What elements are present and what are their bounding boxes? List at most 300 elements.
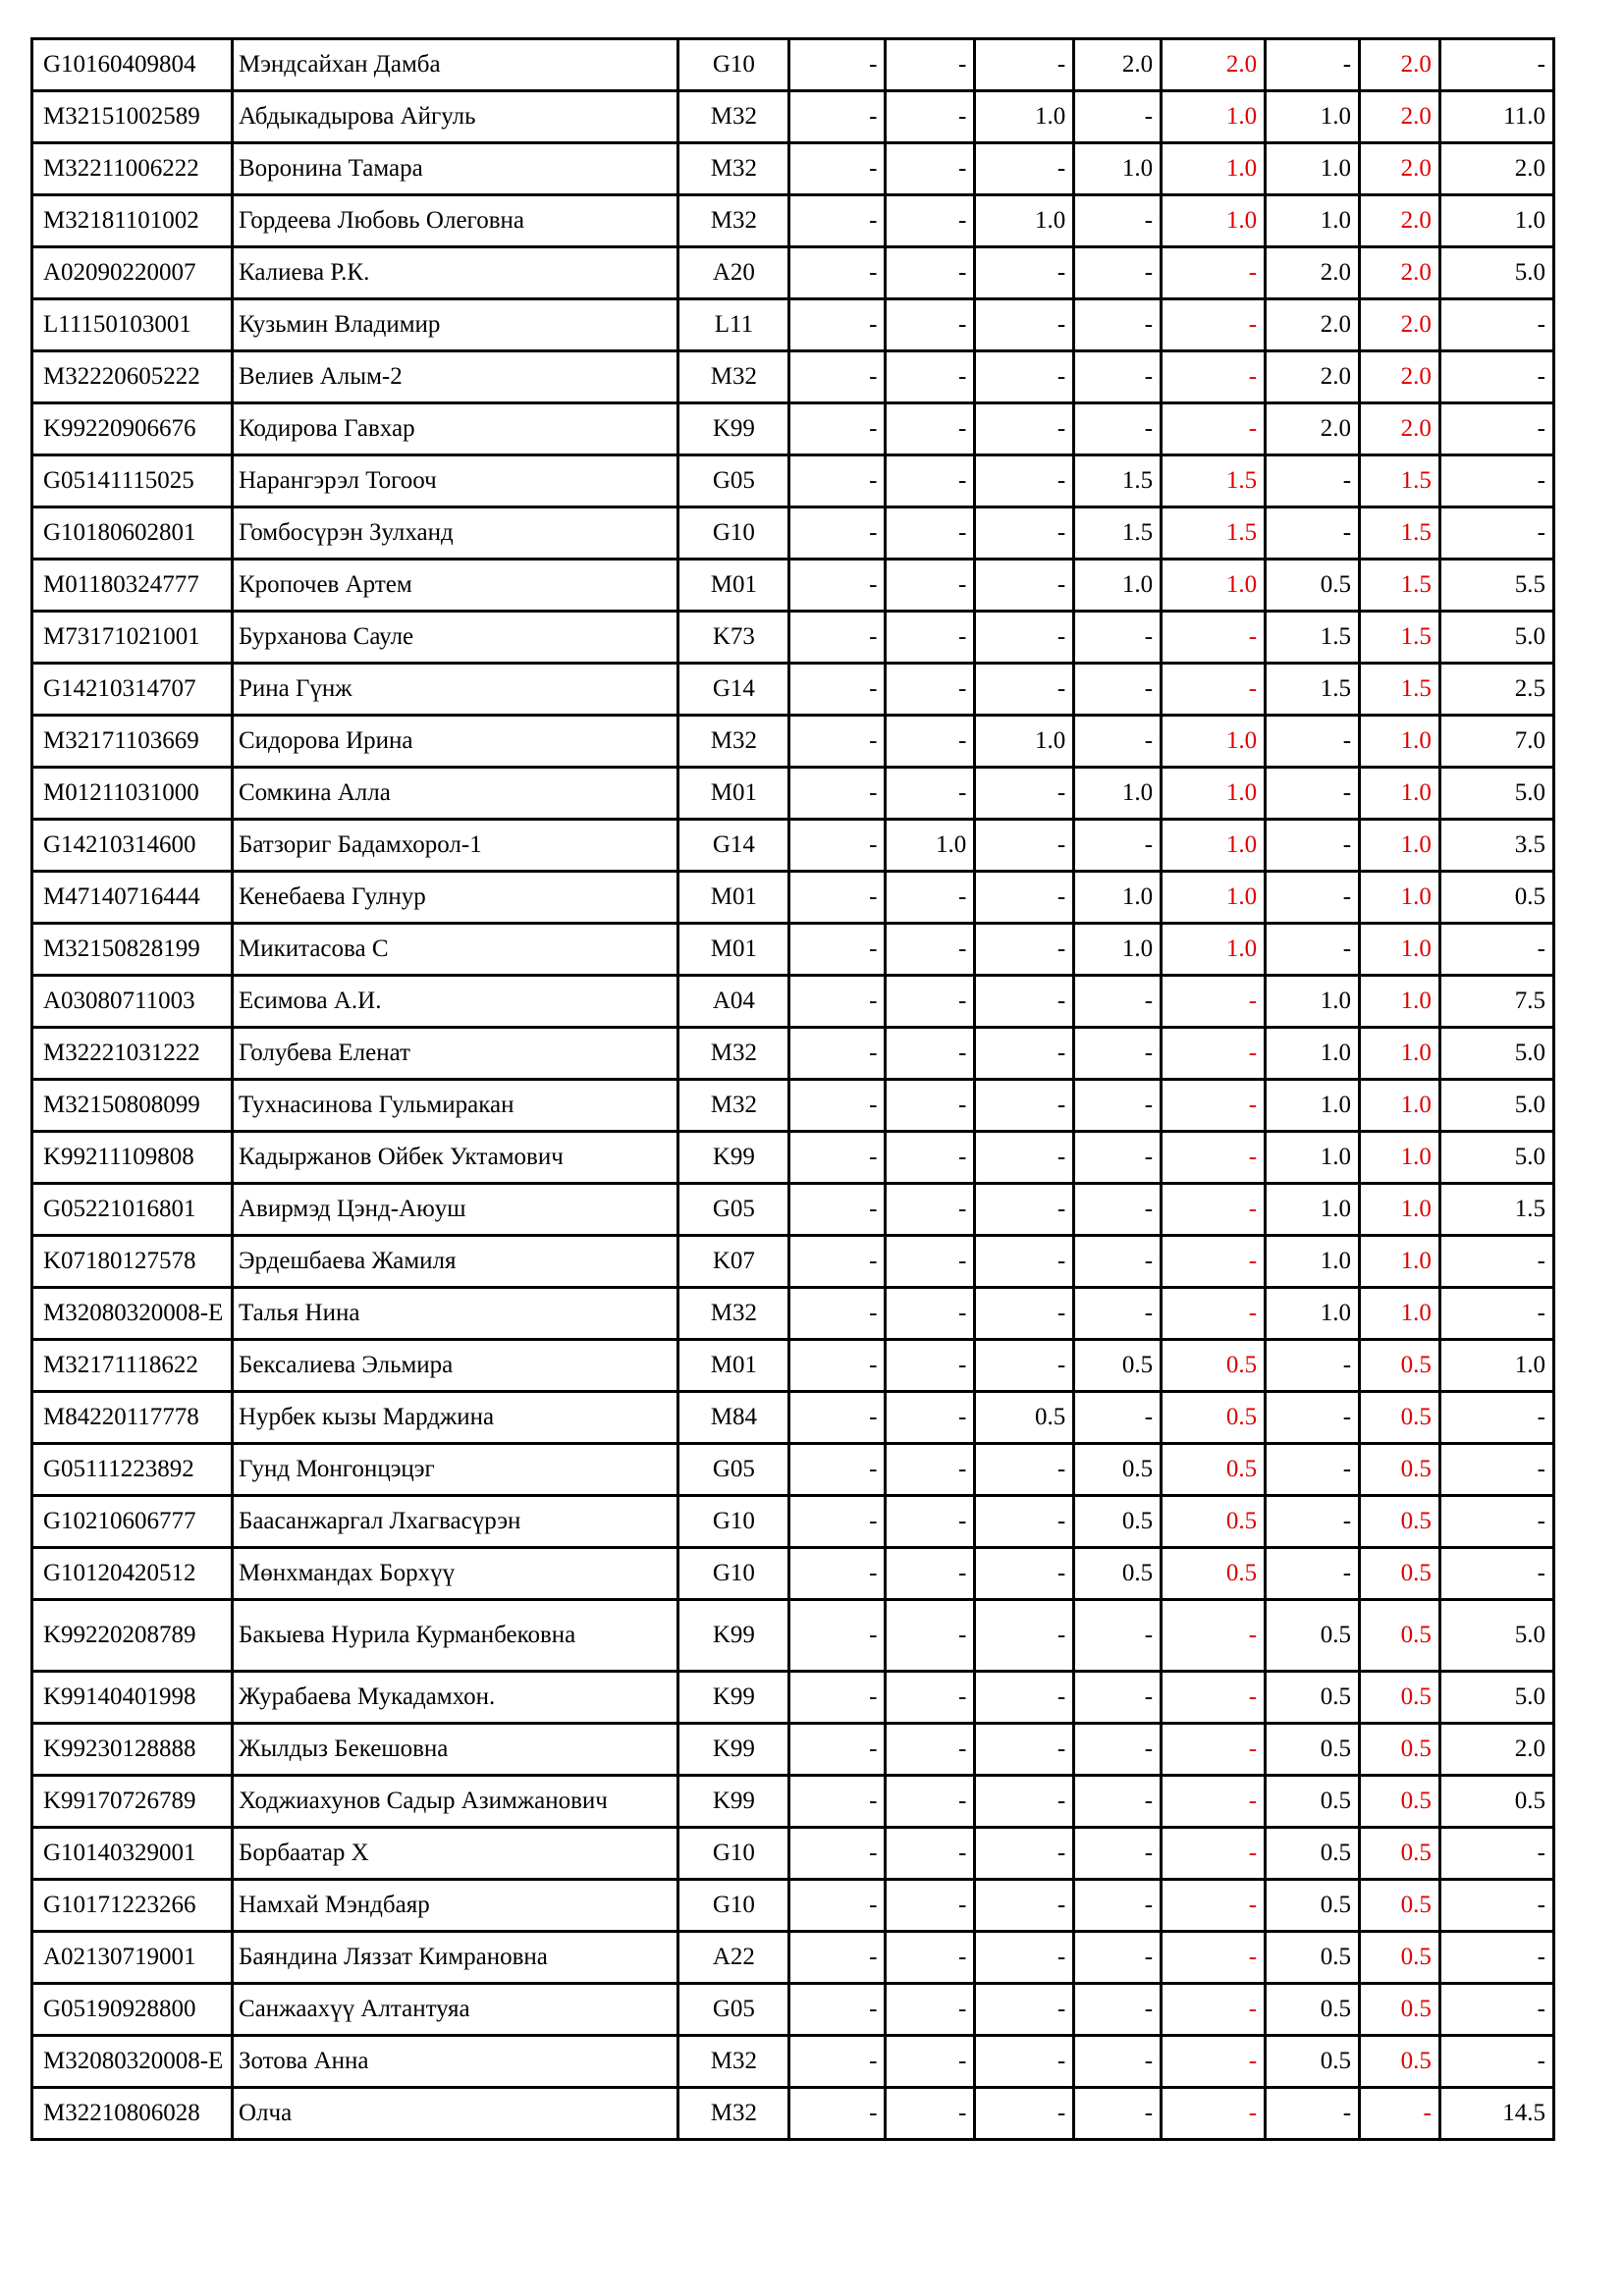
value-col-3: - [975,1080,1074,1132]
member-id: M32080320008-E [32,2036,233,2088]
total-red: 0.5 [1360,1548,1440,1600]
value-col-3: - [975,612,1074,664]
member-id: A02090220007 [32,247,233,299]
value-col-2: - [886,1880,975,1932]
subtotal-red: 1.0 [1162,716,1266,768]
value-col-8: - [1439,299,1553,351]
value-col-8: 7.5 [1439,976,1553,1028]
value-col-6: 0.5 [1266,1828,1360,1880]
group-code: G14 [678,664,789,716]
group-code: M01 [678,768,789,820]
member-id: K99140401998 [32,1672,233,1724]
value-col-2: - [886,1236,975,1288]
value-col-4: 0.5 [1074,1444,1162,1496]
value-col-2: - [886,1672,975,1724]
group-code: M01 [678,560,789,612]
table-row [32,195,1554,247]
value-col-1: - [789,820,886,872]
value-col-1: - [789,1724,886,1776]
members-table [30,37,1555,2141]
value-col-4: - [1074,1236,1162,1288]
table-row [32,1724,1554,1776]
value-col-3: - [975,1880,1074,1932]
group-code: M32 [678,1080,789,1132]
member-name: Батзориг Бадамхорол-1 [232,820,677,872]
value-col-6: 1.5 [1266,612,1360,664]
group-code: M01 [678,872,789,924]
value-col-3: - [975,403,1074,455]
value-col-8: 1.0 [1439,195,1553,247]
value-col-6: 0.5 [1266,1776,1360,1828]
subtotal-red: - [1162,1828,1266,1880]
group-code: M32 [678,91,789,143]
table-row [32,1132,1554,1184]
value-col-2: - [886,2036,975,2088]
value-col-4: - [1074,1080,1162,1132]
subtotal-red: - [1162,403,1266,455]
value-col-8: 5.0 [1439,1132,1553,1184]
member-id: G10180602801 [32,507,233,560]
value-col-6: 0.5 [1266,1600,1360,1672]
member-name: Сидорова Ирина [232,716,677,768]
value-col-2: - [886,1080,975,1132]
subtotal-red: 0.5 [1162,1340,1266,1392]
value-col-1: - [789,247,886,299]
value-col-8: 2.5 [1439,664,1553,716]
table-row [32,560,1554,612]
total-red: 1.0 [1360,768,1440,820]
group-code: K99 [678,1600,789,1672]
group-code: L11 [678,299,789,351]
value-col-8: 0.5 [1439,1776,1553,1828]
value-col-3: - [975,560,1074,612]
value-col-2: - [886,247,975,299]
subtotal-red: - [1162,1132,1266,1184]
group-code: G05 [678,1444,789,1496]
value-col-6: 0.5 [1266,1672,1360,1724]
value-col-3: - [975,1600,1074,1672]
total-red: 0.5 [1360,1776,1440,1828]
table-row [32,976,1554,1028]
value-col-2: - [886,976,975,1028]
table-row [32,2088,1554,2140]
member-name: Олча [232,2088,677,2140]
total-red: 2.0 [1360,39,1440,91]
member-id: M32181101002 [32,195,233,247]
member-name: Рина Гүнж [232,664,677,716]
value-col-8: 5.0 [1439,768,1553,820]
value-col-6: 0.5 [1266,1932,1360,1984]
member-id: M32211006222 [32,143,233,195]
member-name: Баасанжаргал Лхагвасүрэн [232,1496,677,1548]
value-col-8: 5.0 [1439,1028,1553,1080]
group-code: G10 [678,1548,789,1600]
table-row [32,1932,1554,1984]
value-col-1: - [789,403,886,455]
subtotal-red: 1.0 [1162,820,1266,872]
table-row [32,872,1554,924]
table-row [32,507,1554,560]
group-code: G14 [678,820,789,872]
value-col-4: - [1074,2036,1162,2088]
value-col-2: - [886,560,975,612]
member-id: M32150808099 [32,1080,233,1132]
value-col-3: - [975,1984,1074,2036]
value-col-3: - [975,247,1074,299]
value-col-1: - [789,1028,886,1080]
total-red: 1.5 [1360,507,1440,560]
value-col-3: 0.5 [975,1392,1074,1444]
total-red: 0.5 [1360,1392,1440,1444]
value-col-6: 0.5 [1266,1880,1360,1932]
table-row [32,247,1554,299]
total-red: 1.5 [1360,455,1440,507]
member-name: Микитасова С [232,924,677,976]
subtotal-red: - [1162,1880,1266,1932]
member-id: G10171223266 [32,1880,233,1932]
total-red: 0.5 [1360,1444,1440,1496]
total-red: 1.0 [1360,1184,1440,1236]
member-name: Жылдыз Бекешовна [232,1724,677,1776]
value-col-3: - [975,507,1074,560]
value-col-3: - [975,1236,1074,1288]
value-col-4: 1.0 [1074,924,1162,976]
value-col-1: - [789,39,886,91]
value-col-2: - [886,507,975,560]
value-col-1: - [789,1340,886,1392]
group-code: M32 [678,1028,789,1080]
total-red: 0.5 [1360,1672,1440,1724]
member-id: G10160409804 [32,39,233,91]
value-col-6: 2.0 [1266,403,1360,455]
value-col-6: 1.0 [1266,91,1360,143]
table-row [32,299,1554,351]
member-name: Мөнхмандах Борхүү [232,1548,677,1600]
total-red: 1.0 [1360,976,1440,1028]
value-col-1: - [789,1932,886,1984]
value-col-2: - [886,1444,975,1496]
value-col-1: - [789,455,886,507]
value-col-4: - [1074,299,1162,351]
value-col-4: - [1074,403,1162,455]
member-id: M32171103669 [32,716,233,768]
value-col-4: 0.5 [1074,1496,1162,1548]
value-col-3: - [975,455,1074,507]
member-id: K99220208789 [32,1600,233,1672]
member-id: G14210314707 [32,664,233,716]
table-row [32,1776,1554,1828]
value-col-8: - [1439,1828,1553,1880]
value-col-8: - [1439,2036,1553,2088]
value-col-6: 0.5 [1266,1724,1360,1776]
group-code: K07 [678,1236,789,1288]
group-code: M32 [678,2036,789,2088]
subtotal-red: 0.5 [1162,1548,1266,1600]
value-col-2: - [886,299,975,351]
group-code: K73 [678,612,789,664]
value-col-6: 1.0 [1266,195,1360,247]
member-id: M32080320008-E [32,1288,233,1340]
value-col-4: - [1074,247,1162,299]
value-col-2: - [886,351,975,403]
value-col-2: - [886,39,975,91]
value-col-4: 0.5 [1074,1340,1162,1392]
member-id: K99211109808 [32,1132,233,1184]
total-red: 1.0 [1360,872,1440,924]
subtotal-red: - [1162,1932,1266,1984]
value-col-4: 1.5 [1074,507,1162,560]
member-id: G10120420512 [32,1548,233,1600]
table-row [32,403,1554,455]
value-col-6: - [1266,1496,1360,1548]
subtotal-red: - [1162,299,1266,351]
member-id: A02130719001 [32,1932,233,1984]
member-name: Бурханова Сауле [232,612,677,664]
total-red: 2.0 [1360,91,1440,143]
value-col-1: - [789,1828,886,1880]
member-id: M32171118622 [32,1340,233,1392]
value-col-3: - [975,143,1074,195]
group-code: M01 [678,924,789,976]
value-col-2: - [886,143,975,195]
value-col-8: 0.5 [1439,872,1553,924]
value-col-8: - [1439,507,1553,560]
group-code: G10 [678,1496,789,1548]
subtotal-red: 0.5 [1162,1392,1266,1444]
total-red: 1.5 [1360,612,1440,664]
value-col-4: - [1074,351,1162,403]
value-col-6: 1.5 [1266,664,1360,716]
member-name: Зотова Анна [232,2036,677,2088]
subtotal-red: - [1162,351,1266,403]
value-col-1: - [789,716,886,768]
value-col-4: - [1074,716,1162,768]
member-id: M01180324777 [32,560,233,612]
group-code: M32 [678,1288,789,1340]
member-name: Кропочев Артем [232,560,677,612]
subtotal-red: - [1162,976,1266,1028]
value-col-3: - [975,2088,1074,2140]
group-code: K99 [678,1132,789,1184]
subtotal-red: - [1162,2036,1266,2088]
group-code: A20 [678,247,789,299]
member-id: M84220117778 [32,1392,233,1444]
value-col-6: 0.5 [1266,1984,1360,2036]
value-col-2: - [886,1724,975,1776]
member-id: K07180127578 [32,1236,233,1288]
value-col-8: - [1439,1288,1553,1340]
value-col-6: 1.0 [1266,1080,1360,1132]
subtotal-red: 1.0 [1162,768,1266,820]
value-col-3: - [975,1776,1074,1828]
table-row [32,351,1554,403]
table-row [32,1828,1554,1880]
value-col-2: - [886,195,975,247]
value-col-3: - [975,1184,1074,1236]
member-name: Гунд Монгонцэцэг [232,1444,677,1496]
value-col-3: - [975,976,1074,1028]
value-col-8: - [1439,1444,1553,1496]
value-col-6: 2.0 [1266,351,1360,403]
subtotal-red: - [1162,1724,1266,1776]
value-col-4: - [1074,1724,1162,1776]
value-col-2: - [886,1184,975,1236]
table-row [32,1184,1554,1236]
value-col-2: - [886,1600,975,1672]
value-col-3: - [975,1340,1074,1392]
subtotal-red: - [1162,1080,1266,1132]
value-col-3: - [975,351,1074,403]
total-red: 0.5 [1360,1724,1440,1776]
value-col-8: 1.0 [1439,1340,1553,1392]
group-code: G05 [678,455,789,507]
value-col-6: - [1266,1340,1360,1392]
value-col-2: - [886,1932,975,1984]
total-red: 1.0 [1360,820,1440,872]
member-name: Авирмэд Цэнд-Аюуш [232,1184,677,1236]
member-id: K99170726789 [32,1776,233,1828]
value-col-1: - [789,1080,886,1132]
value-col-1: - [789,1392,886,1444]
value-col-2: - [886,924,975,976]
subtotal-red: - [1162,2088,1266,2140]
value-col-6: - [1266,1392,1360,1444]
value-col-3: - [975,1496,1074,1548]
value-col-8: 2.0 [1439,1724,1553,1776]
value-col-8: - [1439,1932,1553,1984]
member-name: Гомбосүрэн Зулханд [232,507,677,560]
value-col-1: - [789,2036,886,2088]
value-col-8: 5.0 [1439,1672,1553,1724]
member-name: Сомкина Алла [232,768,677,820]
value-col-3: - [975,1672,1074,1724]
total-red: 0.5 [1360,1600,1440,1672]
value-col-6: 1.0 [1266,1132,1360,1184]
value-col-1: - [789,1984,886,2036]
subtotal-red: - [1162,1184,1266,1236]
value-col-2: - [886,1984,975,2036]
value-col-1: - [789,1132,886,1184]
subtotal-red: 2.0 [1162,39,1266,91]
member-name: Талья Нина [232,1288,677,1340]
value-col-2: - [886,1392,975,1444]
value-col-4: - [1074,1672,1162,1724]
value-col-8: - [1439,1392,1553,1444]
value-col-4: - [1074,1828,1162,1880]
value-col-4: - [1074,1028,1162,1080]
group-code: G10 [678,1828,789,1880]
member-name: Борбаатар Х [232,1828,677,1880]
value-col-1: - [789,1672,886,1724]
member-id: L11150103001 [32,299,233,351]
table-row [32,1444,1554,1496]
member-name: Нарангэрэл Тогооч [232,455,677,507]
member-name: Тухнасинова Гульмиракан [232,1080,677,1132]
subtotal-red: - [1162,664,1266,716]
member-name: Кузьмин Владимир [232,299,677,351]
table-row [32,455,1554,507]
value-col-8: - [1439,403,1553,455]
member-id: M01211031000 [32,768,233,820]
value-col-4: 1.0 [1074,872,1162,924]
total-red: 2.0 [1360,143,1440,195]
value-col-3: - [975,299,1074,351]
total-red: 0.5 [1360,1496,1440,1548]
value-col-4: - [1074,91,1162,143]
group-code: G10 [678,1880,789,1932]
value-col-4: 1.0 [1074,768,1162,820]
value-col-4: - [1074,1984,1162,2036]
value-col-1: - [789,1548,886,1600]
group-code: M84 [678,1392,789,1444]
member-name: Абдыкадырова Айгуль [232,91,677,143]
member-name: Велиев Алым-2 [232,351,677,403]
total-red: 0.5 [1360,1932,1440,1984]
value-col-6: 0.5 [1266,2036,1360,2088]
subtotal-red: 1.0 [1162,872,1266,924]
member-id: K99220906676 [32,403,233,455]
value-col-2: 1.0 [886,820,975,872]
value-col-4: 0.5 [1074,1548,1162,1600]
subtotal-red: - [1162,1236,1266,1288]
value-col-2: - [886,872,975,924]
group-code: G05 [678,1184,789,1236]
subtotal-red: 1.5 [1162,455,1266,507]
value-col-6: 1.0 [1266,1236,1360,1288]
value-col-1: - [789,91,886,143]
member-name: Мэндсайхан Дамба [232,39,677,91]
value-col-4: - [1074,195,1162,247]
value-col-6: 0.5 [1266,560,1360,612]
value-col-3: 1.0 [975,195,1074,247]
total-red: 2.0 [1360,247,1440,299]
value-col-4: - [1074,1392,1162,1444]
group-code: M32 [678,351,789,403]
table-row [32,924,1554,976]
total-red: 0.5 [1360,2036,1440,2088]
total-red: 1.5 [1360,664,1440,716]
member-id: G10140329001 [32,1828,233,1880]
subtotal-red: 1.0 [1162,195,1266,247]
table-row [32,664,1554,716]
value-col-3: - [975,1724,1074,1776]
group-code: K99 [678,403,789,455]
table-row [32,39,1554,91]
member-id: G10210606777 [32,1496,233,1548]
member-id: M32150828199 [32,924,233,976]
value-col-8: 7.0 [1439,716,1553,768]
value-col-3: - [975,664,1074,716]
value-col-8: 5.5 [1439,560,1553,612]
subtotal-red: 1.0 [1162,91,1266,143]
group-code: M32 [678,2088,789,2140]
total-red: 0.5 [1360,1340,1440,1392]
value-col-4: - [1074,1600,1162,1672]
value-col-1: - [789,1496,886,1548]
total-red: 1.0 [1360,1132,1440,1184]
value-col-1: - [789,1288,886,1340]
value-col-8: - [1439,1548,1553,1600]
value-col-1: - [789,1236,886,1288]
value-col-1: - [789,1184,886,1236]
value-col-2: - [886,91,975,143]
group-code: M32 [678,143,789,195]
total-red: 2.0 [1360,195,1440,247]
value-col-6: 1.0 [1266,143,1360,195]
total-red: 1.0 [1360,924,1440,976]
table-row [32,143,1554,195]
group-code: G05 [678,1984,789,2036]
